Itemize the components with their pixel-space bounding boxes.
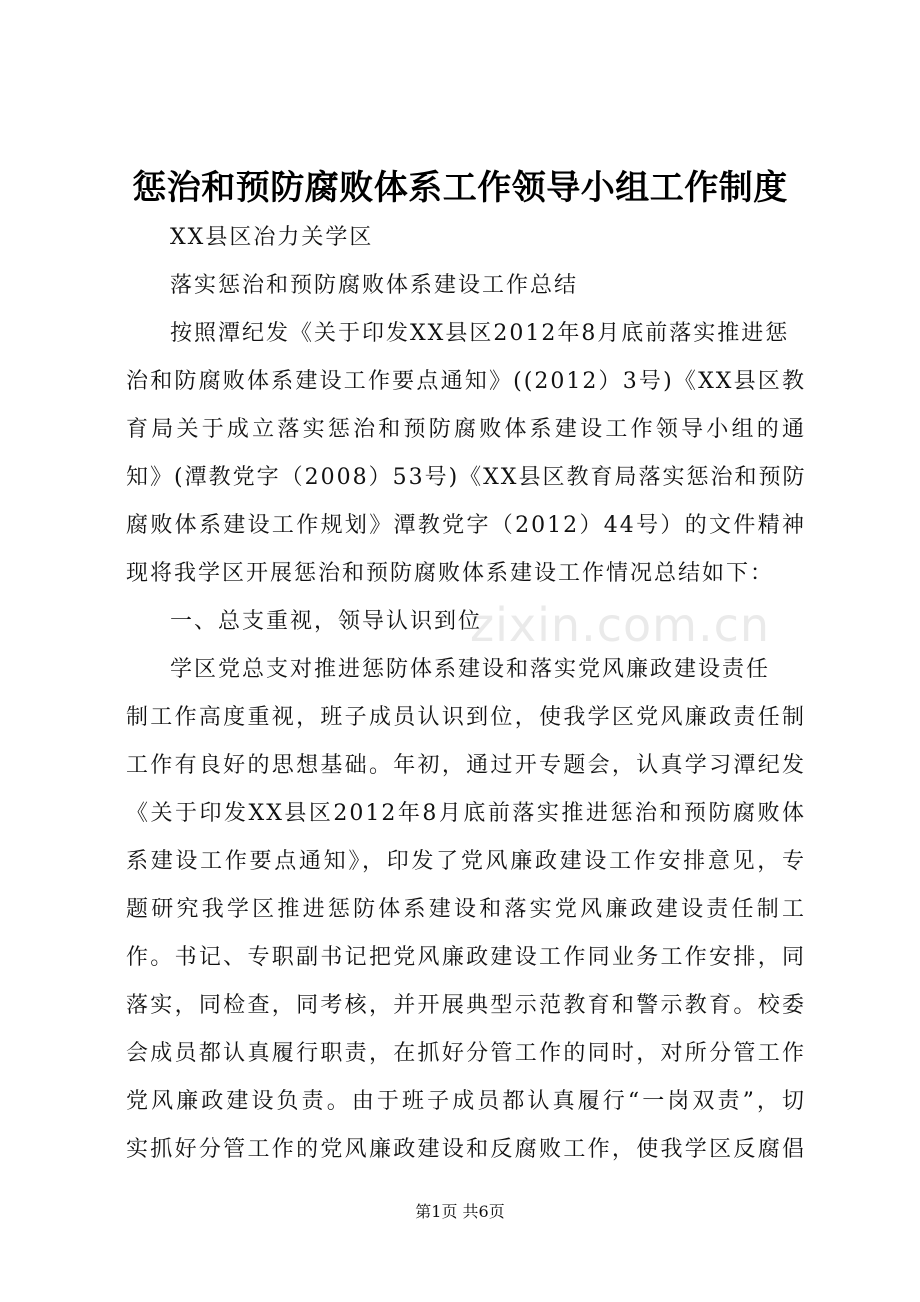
paragraph-line: 落实惩治和预防腐败体系建设工作总结 bbox=[170, 273, 579, 298]
paragraph-line: 育局关于成立落实惩治和预防腐败体系建设工作领导小组的通 bbox=[126, 417, 806, 442]
paragraph-line: 治和防腐败体系建设工作要点通知》((2012）3号)《XX县区教 bbox=[126, 369, 806, 394]
paragraph-line: 按照潭纪发《关于印发XX县区2012年8月底前落实推进惩 bbox=[170, 321, 790, 346]
paragraph-line: 腐败体系建设工作规划》潭教党字（2012）44号）的文件精神 bbox=[126, 513, 806, 538]
paragraph-line: XX县区冶力关学区 bbox=[170, 225, 374, 250]
paragraph-line: 会成员都认真履行职责，在抓好分管工作的同时，对所分管工作 bbox=[126, 1041, 806, 1066]
paragraph-line: 系建设工作要点通知》，印发了党风廉政建设工作安排意见，专 bbox=[126, 849, 806, 874]
paragraph-line: 党风廉政建设负责。由于班子成员都认真履行“一岗双责”，切 bbox=[126, 1089, 806, 1114]
paragraph-line: 落实，同检查，同考核，并开展典型示范教育和警示教育。校委 bbox=[126, 993, 806, 1018]
paragraph-line: 学区党总支对推进惩防体系建设和落实党风廉政建设责任 bbox=[170, 657, 771, 682]
paragraph-line: 作。书记、专职副书记把党风廉政建设工作同业务工作安排，同 bbox=[126, 945, 806, 970]
paragraph-line: 制工作高度重视，班子成员认识到位，使我学区党风廉政责任制 bbox=[126, 705, 806, 730]
paragraph-line: 知》(潭教党字（2008）53号)《XX县区教育局落实惩治和预防 bbox=[126, 465, 806, 490]
paragraph-line: 题研究我学区推进惩防体系建设和落实党风廉政建设责任制工 bbox=[126, 897, 806, 922]
paragraph-line: 实抓好分管工作的党风廉政建设和反腐败工作，使我学区反腐倡 bbox=[126, 1137, 806, 1162]
document-title: 惩治和预防腐败体系工作领导小组工作制度 bbox=[132, 168, 788, 208]
paragraph-line: 现将我学区开展惩治和预防腐败体系建设工作情况总结如下： bbox=[126, 561, 775, 586]
page-footer: 第1页 共6页 bbox=[415, 1202, 505, 1221]
paragraph-line: 工作有良好的思想基础。年初，通过开专题会，认真学习潭纪发 bbox=[126, 753, 806, 778]
watermark: zixin.com.cn bbox=[470, 598, 771, 652]
section-heading: 一、总支重视，领导认识到位 bbox=[170, 609, 483, 634]
paragraph-line: 《关于印发XX县区2012年8月底前落实推进惩治和预防腐败体 bbox=[126, 801, 806, 826]
document-body bbox=[126, 214, 806, 1174]
